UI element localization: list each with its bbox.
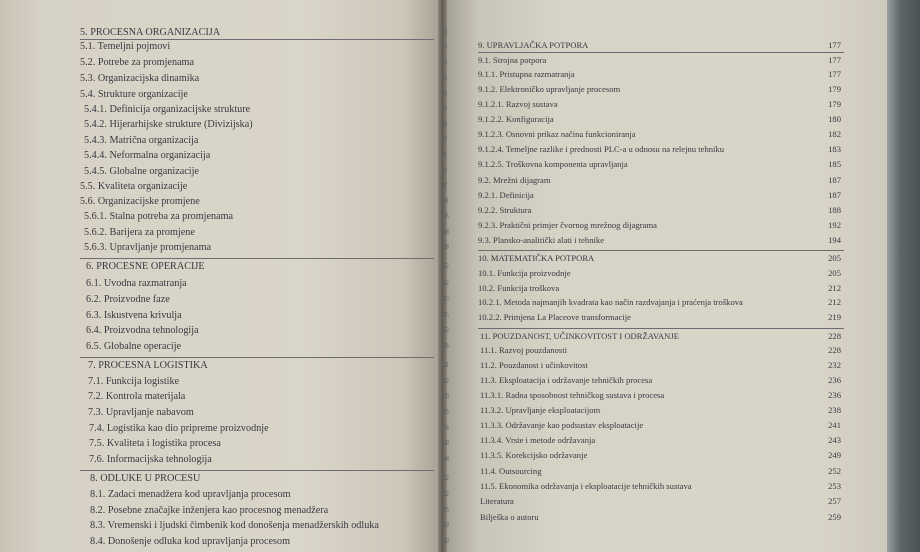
toc-entry-title: 11.4. Outsourcing xyxy=(480,466,542,476)
toc-entry-page-number: 192 xyxy=(828,220,841,230)
toc-entry-title: 11.3.4. Vrste i metode održavanja xyxy=(480,435,596,445)
toc-entry-title: 8.1. Zadaci menadžera kod upravljanja procesom xyxy=(90,489,291,500)
toc-entry-page-number: 182 xyxy=(828,129,841,139)
toc-entry-title: 10. MATEMATIČKA POTPORA xyxy=(478,253,595,263)
toc-entry-title: 6. PROCESNE OPERACIJE xyxy=(86,261,205,272)
toc-entry-page-number: 212 xyxy=(828,283,841,293)
toc-entry-page-number: 177 xyxy=(828,40,841,50)
toc-entry-title: 7.1. Funkcija logistike xyxy=(88,376,180,387)
toc-entry-title: 10.1. Funkcija proizvodnje xyxy=(478,268,571,278)
toc-entry-page-number: 112 xyxy=(443,279,449,287)
toc-entry-page-number: 108 xyxy=(443,228,449,236)
toc-entry-title: 5.6. Organizacijske promjene xyxy=(80,196,200,207)
toc-entry-title: 5.6.1. Stalna potreba za promjenama xyxy=(84,211,234,222)
section-divider xyxy=(80,39,434,40)
toc-entry-page-number: 144 xyxy=(443,455,449,463)
toc-entry-page-number: 163 xyxy=(443,537,449,545)
toc-entry-page-number: 131 xyxy=(443,361,449,369)
toc-entry-page-number: 136 xyxy=(443,424,449,432)
toc-entry-page-number: 205 xyxy=(828,268,841,278)
toc-entry-title: 7.2. Kontrola materijala xyxy=(88,391,186,402)
toc-entry-page-number: 249 xyxy=(828,450,841,460)
toc-entry-title: 11. POUZDANOST, UČINKOVITOST I ODRŽAVANJE xyxy=(480,331,679,341)
toc-entry-title: 8.2. Posebne značajke inženjera kao procesnog menadžera xyxy=(90,505,329,516)
toc-entry-page-number: 187 xyxy=(828,175,841,185)
toc-entry-page-number: 257 xyxy=(828,496,841,506)
section-divider xyxy=(80,357,434,358)
toc-entry-title: 5.6.3. Upravljanje promjenama xyxy=(84,242,212,253)
toc-entry-page-number: 91 xyxy=(443,151,447,159)
toc-entry-title: Bilješka o autoru xyxy=(480,512,539,522)
toc-entry-title: 9.2.2. Struktura xyxy=(478,205,532,215)
toc-entry-page-number: 87 xyxy=(443,136,447,144)
toc-entry-title: 6.5. Globalne operacije xyxy=(86,341,182,352)
toc-entry-page-number: 241 xyxy=(828,420,841,430)
toc-entry-title: 9.2.3. Praktični primjer čvornog mrežnog dijagrama xyxy=(478,220,657,230)
toc-entry-page-number: 133 xyxy=(443,392,449,400)
toc-entry-page-number: 228 xyxy=(828,331,841,341)
toc-entry-title: 11.3.5. Korekcijsko održavanje xyxy=(480,450,588,460)
toc-entry-page-number: 73 xyxy=(443,42,447,50)
toc-entry-page-number: 180 xyxy=(828,114,841,124)
toc-entry-title: 5.4. Strukture organizacije xyxy=(80,89,188,100)
toc-entry-page-number: 238 xyxy=(828,405,841,415)
toc-entry-title: 8.4. Donošenje odluka kod upravljanja procesom xyxy=(90,536,291,547)
toc-entry-page-number: 232 xyxy=(828,360,841,370)
section-divider xyxy=(80,470,434,471)
toc-entry-page-number: 252 xyxy=(828,466,841,476)
toc-entry-title: 9.2.1. Definicija xyxy=(478,190,534,200)
toc-entry-title: 11.3.1. Radna sposobnost tehničkog sustava i procesa xyxy=(480,390,665,400)
toc-entry-page-number: 132 xyxy=(443,377,449,385)
toc-entry-page-number: 155 xyxy=(443,506,449,514)
toc-entry-title: 11.3. Eksploatacija i održavanje tehničkih procesa xyxy=(480,375,653,385)
toc-entry-title: 5.4.2. Hijerarhijske strukture (Divizijska) xyxy=(84,119,253,130)
toc-entry-title: 5.1. Temeljni pojmovi xyxy=(80,41,171,52)
toc-entry-title: 9.1.2.4. Temeljne razlike i prednosti PLC-a u odnosu na relejnu tehniku xyxy=(478,144,725,154)
toc-entry-title: 5.4.1. Definicija organizacijske strukture xyxy=(84,104,251,115)
section-divider xyxy=(478,328,844,329)
toc-entry-page-number: 187 xyxy=(828,190,841,200)
toc-entry-title: 8.3. Vremenski i ljudski čimbenik kod donošenja menadžerskih odluka xyxy=(90,520,379,531)
toc-entry-title: 9.1.2.1. Razvoj sustava xyxy=(478,99,558,109)
toc-entry-page-number: 183 xyxy=(828,144,841,154)
toc-entry-page-number: 112 xyxy=(443,262,449,270)
section-divider xyxy=(80,258,434,259)
toc-entry-title: 6.1. Uvodna razmatranja xyxy=(86,278,187,289)
toc-entry-title: 11.2. Pouzdanost i učinkovitost xyxy=(480,360,588,370)
toc-entry-title: 7.4. Logistika kao dio pripreme proizvodnje xyxy=(89,423,269,434)
toc-entry-page-number: 108 xyxy=(443,243,449,251)
toc-entry-page-number: 219 xyxy=(828,312,841,322)
toc-entry-title: 8. ODLUKE U PROCESU xyxy=(90,473,201,484)
toc-entry-title: 10.2.2. Primjena La Placeove transformacije xyxy=(478,312,631,322)
toc-entry-page-number: 179 xyxy=(828,99,841,109)
toc-entry-title: 6.2. Proizvodne faze xyxy=(86,294,170,305)
toc-entry-title: 9.1.1. Pristupna razmatranja xyxy=(478,69,575,79)
book-cover-edge xyxy=(887,0,920,552)
toc-entry-page-number: 126 xyxy=(443,342,449,350)
toc-entry-title: Literatura xyxy=(480,496,514,506)
toc-entry-page-number: 205 xyxy=(828,253,841,263)
toc-entry-page-number: 78 xyxy=(443,90,447,98)
toc-entry-page-number: 105 xyxy=(443,212,449,220)
toc-entry-title: 7.3. Upravljanje nabavom xyxy=(88,407,194,418)
book-gutter xyxy=(438,0,447,552)
toc-entry-title: 11.5. Ekonomika održavanja i eksploatacije tehničkih sustava xyxy=(480,481,692,491)
toc-entry-title: 10.2. Funkcija troškova xyxy=(478,283,560,293)
section-divider xyxy=(478,250,844,251)
toc-entry-title: 9.3. Plansko-analitički alati i tehnike xyxy=(478,235,605,245)
toc-entry-page-number: 212 xyxy=(828,297,841,307)
toc-entry-page-number: 122 xyxy=(443,326,449,334)
toc-entry-page-number: 253 xyxy=(828,481,841,491)
toc-entry-page-number: 92 xyxy=(443,167,447,175)
toc-entry-title: 5.4.3. Matrična organizacija xyxy=(84,135,199,146)
toc-entry-page-number: 101 xyxy=(443,197,449,205)
toc-entry-page-number: 159 xyxy=(443,521,449,529)
toc-entry-title: 9.1.2.5. Troškovna komponenta upravljanja xyxy=(478,159,628,169)
toc-entry-page-number: 228 xyxy=(828,345,841,355)
toc-entry-page-number: 185 xyxy=(828,159,841,169)
toc-entry-title: 9.1.2.2. Konfiguracija xyxy=(478,114,554,124)
toc-entry-page-number: 236 xyxy=(828,390,841,400)
toc-entry-title: 9.2. Mrežni dijagram xyxy=(478,175,551,185)
toc-entry-title: 5.5. Kvaliteta organizacije xyxy=(80,181,188,192)
toc-entry-page-number: 188 xyxy=(828,205,841,215)
toc-entry-title: 5.4.4. Neformalna organizacija xyxy=(84,150,211,161)
toc-entry-page-number: 140 xyxy=(443,439,449,447)
toc-entry-title: 11.1. Razvoj pouzdanosti xyxy=(480,345,568,355)
toc-entry-page-number: 74 xyxy=(443,58,447,66)
toc-entry-title: 5.2. Potrebe za promjenama xyxy=(80,57,195,68)
toc-entry-title: 9.1.2.3. Osnovni prikaz načina funkcioniranja xyxy=(478,129,636,139)
toc-entry-title: 6.4. Proizvodna tehnologija xyxy=(86,325,199,336)
toc-entry-title: 7.6. Informacijska tehnologija xyxy=(89,454,212,465)
toc-entry-title: 6.3. Iskustvena krivulja xyxy=(86,310,182,321)
toc-entry-title: 10.2.1. Metoda najmanjih kvadrata kao način razdvajanja i praćenja troškova xyxy=(478,297,743,307)
toc-entry-title: 5.6.2. Barijera za promjene xyxy=(84,227,195,238)
toc-entry-page-number: 152 xyxy=(443,490,449,498)
toc-entry-page-number: 236 xyxy=(828,375,841,385)
toc-entry-title: 9.1.2. Elektroničko upravljanje procesom xyxy=(478,84,621,94)
toc-entry-page-number: 115 xyxy=(443,311,449,319)
toc-entry-title: 11.3.2. Upravljanje eksploatacijom xyxy=(480,405,601,415)
toc-entry-title: 9.1. Strojna potpora xyxy=(478,55,547,65)
toc-entry-page-number: 78 xyxy=(443,105,447,113)
toc-entry-page-number: 177 xyxy=(828,55,841,65)
section-divider xyxy=(478,52,844,53)
toc-entry-title: 7. PROCESNA LOGISTIKA xyxy=(88,360,208,371)
toc-entry-title: 5. PROCESNA ORGANIZACIJA xyxy=(80,27,221,38)
toc-entry-page-number: 113 xyxy=(443,295,449,303)
toc-entry-page-number: 152 xyxy=(443,474,449,482)
toc-entry-title: 5.4.5. Globalne organizacije xyxy=(84,166,199,177)
toc-entry-page-number: 259 xyxy=(828,512,841,522)
toc-entry-page-number: 179 xyxy=(828,84,841,94)
toc-entry-page-number: 97 xyxy=(443,182,447,190)
toc-entry-title: 11.3.3. Održavanje kao podsustav eksploatacije xyxy=(480,420,644,430)
toc-entry-page-number: 80 xyxy=(443,120,447,128)
toc-entry-page-number: 75 xyxy=(443,74,447,82)
toc-entry-page-number: 243 xyxy=(828,435,841,445)
toc-entry-title: 9. UPRAVLJAČKA POTPORA xyxy=(478,40,589,50)
toc-entry-page-number: 194 xyxy=(828,235,841,245)
toc-entry-title: 5.3. Organizacijska dinamika xyxy=(80,73,200,84)
toc-entry-page-number: 135 xyxy=(443,408,449,416)
toc-entry-title: 7.5. Kvaliteta i logistika procesa xyxy=(89,438,221,449)
toc-entry-page-number: 177 xyxy=(828,69,841,79)
toc-entry-page-number: 73 xyxy=(443,28,447,36)
